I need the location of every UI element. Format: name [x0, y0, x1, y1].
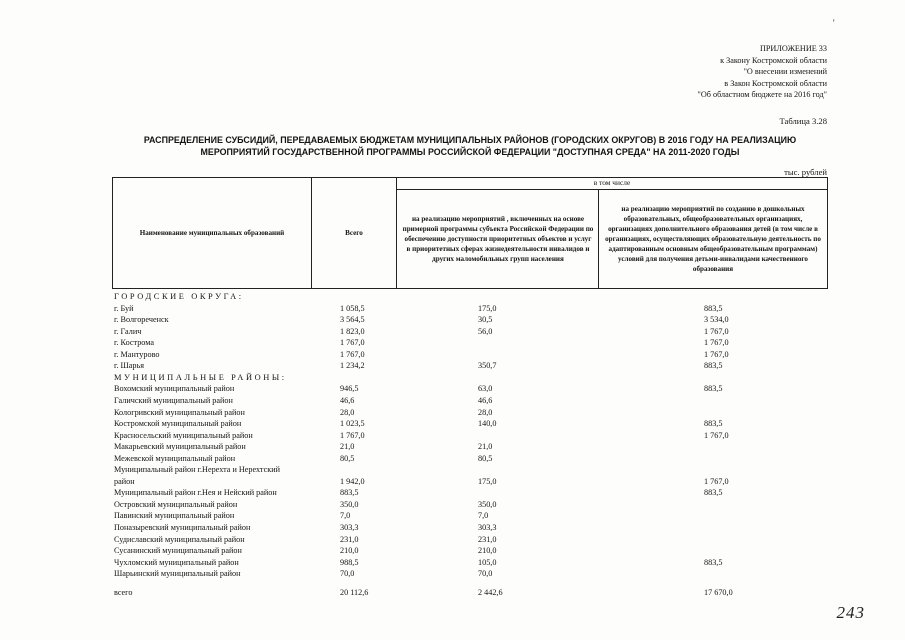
row-col2: 883,5: [704, 419, 723, 429]
header-col1: на реализацию мероприятий , включенных на основе примерной программы субъекта Российской Федерации по обеспечению доступности приоритетных объектов и услуг в приоритетных сферах жизнедеятельности инвалидов и других маломобильных групп населения: [402, 215, 594, 263]
row-name: всего: [114, 587, 133, 597]
table-row: [112, 499, 828, 511]
row-total: 988,5: [340, 557, 359, 567]
table-row: [112, 534, 828, 546]
document-title: [110, 135, 830, 158]
row-col2: 1 767,0: [704, 338, 729, 348]
table-row: [112, 441, 828, 453]
row-col2: 1 767,0: [704, 430, 729, 440]
row-name: Кологривский муниципальный район: [114, 407, 245, 417]
row-total: 70,0: [340, 569, 355, 579]
row-col1: 28,0: [478, 407, 493, 417]
row-name: г. Галич: [114, 326, 142, 336]
row-total: 3 564,5: [340, 315, 365, 325]
section-header: [112, 372, 828, 384]
row-name: Муниципальный район г.Нерехта и Нерехтский: [114, 465, 280, 475]
table-row: [112, 568, 828, 580]
row-total: 21,0: [340, 442, 355, 452]
title-line: МЕРОПРИЯТИЙ ГОСУДАРСТВЕННОЙ ПРОГРАММЫ РОССИЙСКОЙ ФЕДЕРАЦИИ "ДОСТУПНАЯ СРЕДА" НА 2011-2020 ГОДЫ: [200, 146, 740, 157]
table-row: [112, 360, 828, 372]
header-name: Наименование муниципальных образований: [139, 228, 285, 237]
row-col1: 210,0: [478, 546, 497, 556]
row-total: 1 767,0: [340, 349, 365, 359]
row-col1: 46,6: [478, 395, 493, 405]
row-col1: 21,0: [478, 442, 493, 452]
table-row: [112, 557, 828, 569]
row-total: 946,5: [340, 384, 359, 394]
row-col1: 175,0: [478, 476, 497, 486]
section-header: [112, 291, 828, 303]
row-name: Макарьевский муниципальный район: [114, 442, 246, 452]
row-col1: 70,0: [478, 569, 493, 579]
row-col1: 303,3: [478, 523, 497, 532]
appendix-block: [527, 43, 827, 101]
header-total: Всего: [345, 228, 363, 237]
row-name: Судиславский муниципальный район: [114, 534, 245, 544]
table-row: [112, 349, 828, 361]
row-col2: 1 767,0: [704, 326, 729, 336]
table-row: [112, 453, 828, 465]
row-col1: 30,5: [478, 315, 493, 325]
row-total: 80,5: [340, 453, 355, 463]
appendix-line: в Закон Костромской области: [724, 78, 827, 88]
section-label: МУНИЦИПАЛЬНЫЕ РАЙОНЫ:: [114, 372, 287, 382]
row-total: 231,0: [340, 534, 359, 544]
row-total: 210,0: [340, 546, 359, 556]
row-name: Павинский муниципальный район: [114, 511, 235, 521]
appendix-line: "Об областном бюджете на 2016 год": [697, 90, 827, 100]
title-line: РАСПРЕДЕЛЕНИЕ СУБСИДИЙ, ПЕРЕДАВАЕМЫХ БЮДЖЕТАМ МУНИЦИПАЛЬНЫХ РАЙОНОВ (ГОРОДСКИХ ОКРУГОВ) В 2016 ГОДУ НА РЕАЛИЗАЦИЮ: [143, 135, 797, 145]
row-col1: 2 442,6: [478, 587, 503, 597]
row-col2: 1 767,0: [704, 476, 729, 486]
row-col2: 883,5: [704, 557, 723, 567]
appendix-line: "О внесении изменений: [743, 67, 827, 77]
row-name: Чухломский муниципальный район: [114, 557, 239, 567]
row-col1: 175,0: [478, 303, 497, 313]
row-name: Костромской муниципальный район: [114, 419, 242, 429]
row-col1: 231,0: [478, 534, 497, 544]
row-col1: 7,0: [478, 511, 489, 521]
table-row: [112, 337, 828, 349]
section-label: ГОРОДСКИЕ ОКРУГА:: [114, 292, 244, 301]
row-total: 1 942,0: [340, 476, 365, 486]
row-col2: 883,5: [704, 384, 723, 394]
table-row: [112, 487, 828, 499]
table-row: [112, 395, 828, 407]
row-col1: 63,0: [478, 384, 493, 394]
row-total: 883,5: [340, 488, 359, 498]
table-row: [112, 326, 828, 338]
row-name: Межевской муниципальный район: [114, 453, 236, 463]
row-total: 7,0: [340, 511, 351, 521]
header-including: в том числе: [593, 178, 631, 187]
table-row: [112, 587, 828, 599]
row-name: г. Кострома: [114, 338, 154, 348]
table-row: [112, 383, 828, 395]
row-col1: 350,7: [478, 361, 497, 371]
appendix-line: ПРИЛОЖЕНИЕ 33: [759, 44, 827, 53]
row-total: 46,6: [340, 395, 355, 405]
row-col1: 80,5: [478, 453, 493, 463]
row-total: 1 234,2: [340, 361, 365, 371]
row-name: Галичский муниципальный район: [114, 395, 233, 405]
row-total: 1 767,0: [340, 430, 365, 440]
row-col2: 883,5: [704, 488, 723, 498]
stray-mark: ': [833, 18, 835, 28]
row-name: Островский муниципальный район: [114, 499, 238, 509]
table-row: [112, 418, 828, 430]
row-col1: 350,0: [478, 499, 497, 509]
row-name: г. Волгореченск: [114, 315, 169, 325]
row-col2: 883,5: [704, 303, 723, 313]
row-col1: 105,0: [478, 557, 497, 567]
row-total: 350,0: [340, 499, 359, 509]
table-row: [112, 476, 828, 488]
row-name: Вохомский муниципальный район: [114, 384, 235, 394]
row-total: 1 058,5: [340, 303, 365, 313]
row-name: г. Мантурово: [114, 349, 160, 359]
row-total: 20 112,6: [340, 587, 369, 597]
page-number-handwritten: 243: [836, 603, 865, 622]
table-row: [112, 407, 828, 419]
row-total: 1 823,0: [340, 326, 365, 336]
table-row: [112, 303, 828, 315]
table-row: [112, 545, 828, 557]
row-col1: 56,0: [478, 326, 493, 336]
table-row: [112, 430, 828, 442]
row-col2: 883,5: [704, 361, 723, 371]
row-total: 303,3: [340, 523, 359, 532]
header-col2: на реализацию мероприятий по созданию в дошкольных образовательных, общеобразовательных организациях, организациях дополнительного образования детей (в том числе в организациях, осуществляющих образовательную деятельность по адаптированным основным общеобразовательным программам) условий для получения детьми-инвалидами качественного образования: [605, 205, 821, 273]
table-row: [112, 464, 828, 476]
row-col1: 140,0: [478, 419, 497, 429]
row-name: г. Буй: [114, 303, 134, 313]
table-header: [112, 177, 828, 289]
table-row: [112, 510, 828, 522]
row-col2: 1 767,0: [704, 349, 729, 359]
table-row: [112, 522, 828, 534]
table-number: Таблица 3.28: [779, 116, 827, 126]
table-row: [112, 314, 828, 326]
unit-label: тыс. рублей: [784, 167, 827, 177]
row-col2: 17 670,0: [704, 587, 733, 597]
appendix-line: к Закону Костромской области: [720, 55, 827, 65]
row-name: район: [114, 476, 135, 486]
row-col2: 3 534,0: [704, 315, 729, 325]
row-name: Красносельский муниципальный район: [114, 430, 253, 440]
row-name: Муниципальный район г.Нея и Нейский район: [114, 488, 277, 498]
row-name: Шарьинский муниципальный район: [114, 569, 241, 579]
row-total: 28,0: [340, 407, 355, 417]
row-name: Поназыревский муниципальный район: [114, 523, 251, 532]
row-total: 1 023,5: [340, 419, 365, 429]
row-total: 1 767,0: [340, 338, 365, 348]
row-name: г. Шарья: [114, 361, 145, 371]
row-name: Сусанинский муниципальный район: [114, 546, 242, 556]
